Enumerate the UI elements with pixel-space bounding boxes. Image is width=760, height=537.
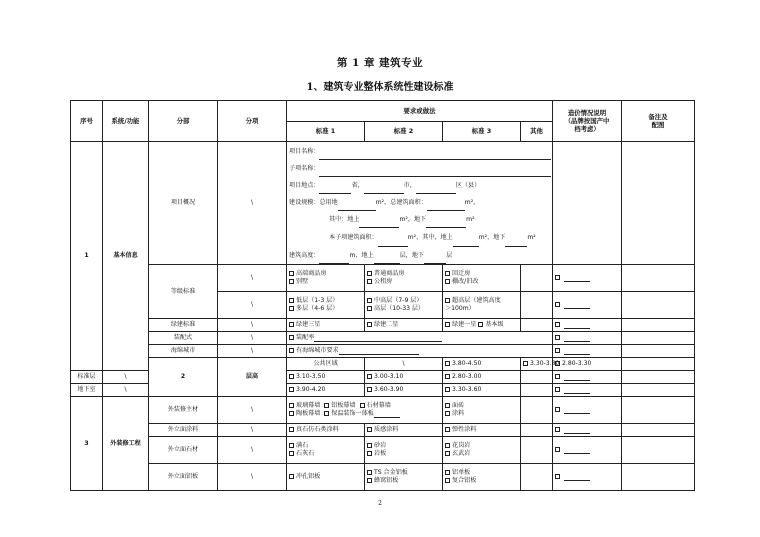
location-label: 项目地点： [289,181,320,189]
checkbox[interactable] [367,306,372,311]
checkbox[interactable] [555,387,560,392]
checkbox[interactable] [289,271,294,276]
coating-slash: \ [218,424,287,437]
option-label: 玻璃幕墙 [296,402,321,410]
sub-area-unit2: m²，地下 [478,233,506,241]
option-label: TS 合金铝板 [374,469,408,477]
checkbox[interactable] [445,298,450,303]
sub-area-end: m² [527,233,536,241]
group1-seq: 1 [71,142,103,371]
green-cost [553,319,622,332]
sponge-remark [622,345,695,358]
height-floor: 层，地下 [399,251,425,259]
alu-label: 外立面铝板 [149,464,218,491]
height-std2 [365,371,443,384]
checkbox[interactable] [289,451,294,456]
checkbox[interactable] [445,478,450,483]
grade-a-other [521,265,553,292]
info-location-line [289,177,550,194]
height-label: 建筑高度： [289,251,320,259]
green-std2 [365,319,443,332]
coating-std2 [365,424,443,437]
coating-remark [622,424,695,437]
overview-cost [553,142,622,265]
coating-cost [553,424,622,437]
checkbox[interactable] [289,411,294,416]
group2-seq: 2 [149,358,218,397]
height-cost [553,371,622,384]
stone-cost [553,437,622,464]
sub-area-label: 本子项建筑面积： [329,233,378,241]
checkbox[interactable] [555,474,560,479]
checkbox[interactable] [289,427,294,432]
checkbox[interactable] [289,335,294,340]
info-name-line [289,143,550,160]
option-label: 花岗岩 [452,442,471,450]
grade-b-slash: \ [218,292,287,319]
grade-b-cost [553,292,622,319]
green-std3 [443,319,521,332]
checkbox[interactable] [555,348,560,353]
exterior-main-label: 外装修主材 [149,397,218,424]
checkbox[interactable] [289,306,294,311]
option-label: 3.30-3.80 [530,360,560,368]
coating-std3 [443,424,521,437]
grade-b-std3 [443,292,521,319]
option-label: 砂岩 [374,442,387,450]
cost-field[interactable] [564,354,590,355]
checkbox[interactable] [445,361,450,366]
cost-field[interactable] [564,328,590,329]
option-label: 3.90-4.20 [296,386,326,394]
exterior-other-field[interactable] [374,417,400,418]
checkbox[interactable] [478,322,483,327]
coating-other [521,424,553,437]
option-label: 陶板幕墙 [296,410,321,417]
stone-remark [622,437,695,464]
height-row-label: 标准层 [71,371,103,384]
info-among-line [289,211,550,228]
row-exterior-coating [71,424,695,437]
green-std1 [287,319,365,332]
sub-above-field[interactable] [453,246,479,247]
checkbox[interactable] [555,447,560,452]
cost-field[interactable] [564,413,590,414]
alu-remark [622,464,695,491]
row-height-public [71,358,695,371]
checkbox[interactable] [445,322,450,327]
sub-area-unit: m²，其中，地上 [407,233,453,241]
exterior-main-std12 [287,397,443,424]
header-remark [622,101,695,142]
height-cost [553,384,622,397]
checkbox[interactable] [367,387,372,392]
checkbox[interactable] [445,451,450,456]
alu-std3 [443,464,521,491]
checkbox[interactable] [555,374,560,379]
option-label: 超高层（建筑高度 [452,297,501,305]
exterior-main-other [521,397,553,424]
height-std1 [287,384,365,397]
option-label: 2.80-3.30 [562,360,592,368]
header-system: 系统/功能 [103,101,149,142]
option-label: 绿建一星 [452,321,477,329]
option-label: 满石 [296,442,309,450]
header-std1: 标准 1 [287,122,365,142]
option-label: 高端商品房 [296,270,327,278]
checkbox[interactable] [523,361,528,366]
height-row-label: 地下室 [71,384,103,397]
grade-a-remark [622,265,695,292]
option-label: 涂料 [452,410,465,417]
grade-a-slash: \ [218,265,287,292]
exterior-main-slash: \ [218,397,287,424]
checkbox[interactable] [445,470,450,475]
height-std3 [553,358,622,371]
checkbox[interactable] [367,374,372,379]
checkbox[interactable] [445,427,450,432]
option-label: 基本级 [485,321,504,329]
option-label: 质感涂料 [374,426,399,434]
info-subname-line [289,160,550,177]
grade-b-std1 [287,292,365,319]
height-remark [622,384,695,397]
group2-system: 层高 [218,358,287,397]
group3-seq: 3 [71,397,103,491]
sub-below-field[interactable] [505,246,527,247]
checkbox[interactable] [445,443,450,448]
header-other: 其他 [521,122,553,142]
info-height-line [289,247,550,264]
among-unit: m²，地下 [399,215,427,223]
checkbox[interactable] [367,443,372,448]
standards-table [70,100,695,491]
project-info-cell [287,142,553,265]
page-number: 2 [378,500,382,507]
info-scale-line [289,194,550,211]
option-label: 冲孔铝板 [296,473,321,481]
option-label: 绿建二星 [374,321,399,329]
checkbox[interactable] [289,322,294,327]
height-std1 [443,358,521,371]
group3-system: 外装修工程 [103,397,149,491]
prefab-cost [553,332,622,345]
checkbox[interactable] [555,427,560,432]
height-remark [622,371,695,384]
cost-field[interactable] [564,453,590,454]
coating-std1 [287,424,365,437]
header-seq: 序号 [71,101,103,142]
sub-name-label: 子项名称： [289,164,320,172]
option-label: 棚改/旧改 [452,278,479,285]
checkbox[interactable] [555,322,560,327]
option-label: 弹性涂料 [452,426,477,434]
grade-b-std2 [365,292,443,319]
grade-a-std3 [443,265,521,292]
header-cost-line2: （品牌按国产中 [564,116,610,125]
height-row-label: 公共区域 [287,358,365,371]
district-unit: 区（县） [455,181,481,189]
floors-below-field[interactable] [424,263,446,264]
header-cost-line3: 档考虑） [574,125,600,134]
option-label: 回迁房 [452,270,471,278]
cost-field[interactable] [564,480,590,481]
province-unit: 省， [351,181,364,189]
option-label: 高层（10-33 层） [374,305,425,312]
header-item: 分项 [218,101,287,142]
stone-std3 [443,437,521,464]
option-label: 玄武岩 [452,450,471,457]
checkbox[interactable] [445,403,450,408]
sponge-slash: \ [218,345,287,358]
coating-label: 外立面涂料 [149,424,218,437]
checkbox[interactable] [445,387,450,392]
option-label: 绿建三星 [296,321,321,329]
grade-a-std2 [365,265,443,292]
checkbox[interactable] [289,474,294,479]
checkbox[interactable] [367,298,372,303]
cost-field[interactable] [564,308,590,309]
alu-slash: \ [218,464,287,491]
height-other [622,358,695,371]
scale-unit1: m²，总建筑面积： [375,198,427,206]
checkbox[interactable] [289,374,294,379]
green-label: 绿建标准 [149,319,218,332]
option-label: 3.00-3.10 [374,373,404,381]
checkbox[interactable] [289,298,294,303]
option-label: 有海绵城市要求 [296,347,339,355]
row-sponge [71,345,695,358]
info-subarea-line [289,228,550,247]
option-label-cont: ＞100m） [445,305,475,312]
checkbox[interactable] [324,411,329,416]
height-row-slash: \ [103,371,149,384]
header-requirement: 要求或做法 [287,101,553,122]
height-std3 [443,384,521,397]
height-row-slash: \ [103,384,149,397]
checkbox[interactable] [445,279,450,284]
option-label: 3.80-4.50 [452,360,482,368]
cost-field[interactable] [564,341,590,342]
group1-system: 基本信息 [103,142,149,371]
row-exterior-stone [71,437,695,464]
prefab-cell [287,332,553,345]
checkbox[interactable] [289,403,294,408]
height-std3 [443,371,521,384]
header-cost-line1: 造价情况说明 [567,108,607,117]
overview-label: 项目概况 [149,142,218,265]
option-label: 公租房 [374,278,393,285]
checkbox[interactable] [367,451,372,456]
checkbox[interactable] [367,271,372,276]
grade-b-other [521,292,553,319]
checkbox[interactable] [367,470,372,475]
city-unit: 市， [403,181,416,189]
grade-label: 等级标准 [149,265,218,319]
among-end: m² [466,215,475,223]
overview-slash: \ [218,142,287,265]
row-exterior-main [71,397,695,424]
option-label: 3.30-3.60 [452,386,482,394]
checkbox[interactable] [289,279,294,284]
height-std1 [287,371,365,384]
checkbox[interactable] [555,361,560,366]
height-field[interactable] [319,263,349,264]
alu-std2 [365,464,443,491]
floors-above-field[interactable] [374,263,400,264]
option-label: 低层（1-3 层） [296,297,339,305]
checkbox[interactable] [445,271,450,276]
stone-std2 [365,437,443,464]
height-std2 [521,358,560,371]
prefab-remark [622,332,695,345]
height-std2 [365,384,443,397]
stone-slash: \ [218,437,287,464]
stone-std1 [287,437,365,464]
option-label: 真石仿石类涂料 [296,426,339,434]
alu-std1 [287,464,365,491]
option-label: 石灰石 [296,450,315,457]
chapter-title: 第 1 章 建筑专业 [336,57,424,69]
green-other [521,319,553,332]
checkbox[interactable] [555,335,560,340]
checkbox[interactable] [555,407,560,412]
grade-b-remark [622,292,695,319]
stone-label: 外立面石材 [149,437,218,464]
checkbox[interactable] [324,403,329,408]
row-prefab [71,332,695,345]
green-remark [622,319,695,332]
scale-label: 建设规模：总用地 [289,198,338,206]
option-label: 保温装饰一体板 [331,410,374,417]
stone-other [521,437,553,464]
option-label: 装配率 [296,334,315,342]
checkbox[interactable] [360,403,365,408]
cost-field[interactable] [564,380,590,381]
section-title: 1、建筑专业整体系统性建设标准 [306,82,454,93]
overview-remark [622,142,695,265]
cost-field[interactable] [564,393,590,394]
checkbox[interactable] [445,411,450,416]
option-label: 石材幕墙 [366,402,391,410]
alu-other [521,464,553,491]
exterior-main-std3 [443,397,521,424]
checkbox[interactable] [289,443,294,448]
header-std2: 标准 2 [365,122,443,142]
prefab-slash: \ [218,332,287,345]
alu-cost [553,464,622,491]
option-label: 别墅 [296,278,309,285]
exterior-main-cost [553,397,622,424]
header-remark-line1: 备注及 [648,112,668,121]
checkbox[interactable] [289,348,294,353]
row-exterior-alu [71,464,695,491]
option-label: 3.60-3.90 [374,386,404,394]
checkbox[interactable] [555,302,560,307]
exterior-main-remark [622,397,695,424]
cost-field[interactable] [564,433,590,434]
grade-a-std1 [287,265,365,292]
option-label: 岩板 [374,450,387,457]
height-end: 层 [446,251,453,259]
option-label: 多层（4-6 层） [296,305,339,312]
sponge-cell [287,345,553,358]
height-other [521,371,553,384]
header-row [71,101,695,122]
checkbox[interactable] [367,322,372,327]
grade-a-cost [553,265,622,292]
option-label: 面砖 [452,402,465,410]
height-row-slash: \ [365,358,443,371]
row-green [71,319,695,332]
option-label: 铝板幕墙 [331,402,356,410]
scale-unit2: m²， [464,198,480,206]
checkbox[interactable] [555,275,560,280]
header-cost [553,101,622,142]
sponge-cost [553,345,622,358]
option-label: 中高层（7-9 层） [374,297,423,305]
project-name-label: 项目名称： [289,147,320,155]
prefab-label: 装配式 [149,332,218,345]
header-part: 分部 [149,101,218,142]
option-label: 3.10-3.50 [296,373,326,381]
header-std3: 标准 3 [443,122,521,142]
sponge-field[interactable] [339,354,419,355]
option-label: 蜂窝铝板 [374,477,399,484]
checkbox[interactable] [289,387,294,392]
option-label: 2.80-3.00 [452,373,482,381]
checkbox[interactable] [367,478,372,483]
height-unit: m，地上 [349,251,374,259]
option-label: 铝单板 [452,469,471,477]
height-other [521,384,553,397]
checkbox[interactable] [367,427,372,432]
green-slash: \ [218,319,287,332]
among-label: 其中：地上 [329,215,360,223]
checkbox[interactable] [367,279,372,284]
prefab-rate-field[interactable] [314,341,442,342]
row-project-overview [71,142,695,265]
checkbox[interactable] [445,374,450,379]
option-label: 普通商品房 [374,270,405,278]
row-grade-a [71,265,695,292]
sponge-label: 海绵城市 [149,345,218,358]
option-label: 复合铝板 [452,477,477,484]
cost-field[interactable] [564,281,590,282]
header-remark-line2: 配图 [651,121,665,129]
